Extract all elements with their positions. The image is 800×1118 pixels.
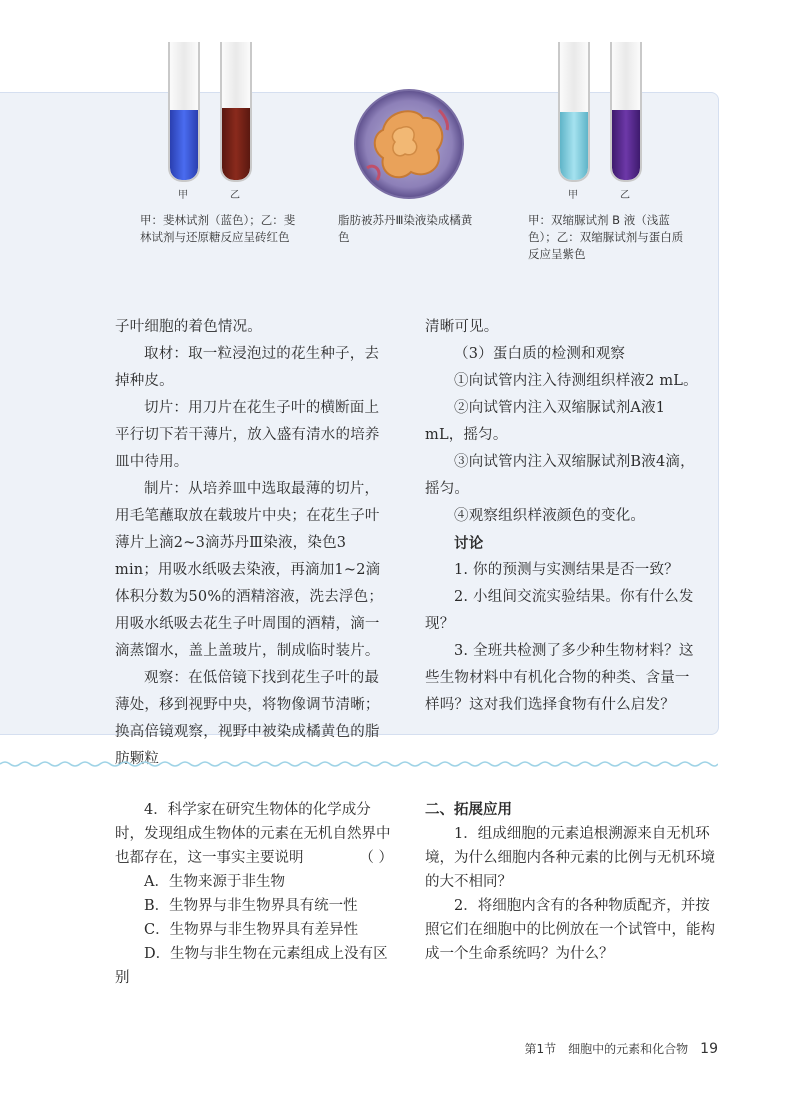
test-tube-a-right [558, 42, 590, 182]
exercise-4 [115, 798, 393, 990]
tube-label-jia-right: 甲 [568, 190, 578, 201]
caption-right: 甲：双缩脲试剂 B 液（浅蓝色）；乙：双缩脲试剂与蛋白质反应呈紫色 [528, 213, 684, 261]
left-para-2: 切片：用刀片在花生子叶的横断面上平行切下若干薄片，放入盛有清水的培养皿中待用。 [115, 400, 380, 470]
left-para-1: 取材：取一粒浸泡过的花生种子，去掉种皮。 [115, 346, 380, 389]
left-para-0: 子叶细胞的着色情况。 [115, 319, 262, 335]
liquid-blue [170, 110, 198, 180]
discussion-3: 3. 全班共检测了多少种生物材料？这些生物材料中有机化合物的种类、含量一样吗？这对我们选择食物有什么启发？ [425, 643, 694, 713]
page-number: 19 [700, 1041, 718, 1057]
step-4: ④观察组织样液颜色的变化。 [454, 508, 646, 524]
option-c: C．生物界与非生物界具有差异性 [144, 922, 359, 938]
left-para-4: 观察：在低倍镜下找到花生子叶的最薄处，移到视野中央，将物像调节清晰；换高倍镜观察，视野中被染成橘黄色的脂肪颗粒 [115, 670, 380, 767]
discussion-1: 1. 你的预测与实测结果是否一致？ [454, 562, 679, 578]
caption-middle: 脂肪被苏丹Ⅲ染液染成橘黄色 [338, 213, 473, 244]
wavy-divider [0, 760, 718, 768]
option-b: B．生物界与非生物界具有统一性 [144, 898, 358, 914]
discussion-2: 2. 小组间交流实验结果。你有什么发现？ [425, 589, 694, 632]
step-1: ①向试管内注入待测组织样液2 mL。 [454, 373, 698, 389]
exercise-question: 4．科学家在研究生物体的化学成分时，发现组成生物体的元素在无机自然界中也都存在，这一事实主要说明 （ ） [115, 798, 393, 870]
right-column [425, 314, 703, 719]
test-tube-b-right [610, 42, 642, 182]
extension-item-2: 2．将细胞内含有的各种物质配齐，并按照它们在细胞中的比例放在一个试管中，能构成一个生命系统吗？为什么？ [425, 898, 715, 962]
step-3: ③向试管内注入双缩脲试剂B液4滴，摇匀。 [425, 454, 695, 497]
tube-label-yi-left: 乙 [230, 190, 240, 201]
liquid-purple [612, 110, 640, 180]
test-tube-a-left [168, 42, 200, 182]
left-para-3: 制片：从培养皿中选取最薄的切片，用毛笔蘸取放在载玻片中央；在花生子叶薄片上滴2~3滴苏丹Ⅲ染液，染色3 min；用吸水纸吸去染液，再滴加1~2滴体积分数为50%的酒精溶液，洗去浮色；用吸水纸吸去花生子叶周围的酒精，滴一滴蒸馏水，盖上盖玻片，制成临时装片。 [115, 481, 384, 659]
option-d: D．生物与非生物在元素组成上没有区别 [115, 946, 388, 986]
test-tube-b-left [220, 42, 252, 182]
liquid-light-blue [560, 112, 588, 180]
tube-label-yi-right: 乙 [620, 190, 630, 201]
footer-section-title: 第1节 细胞中的元素和化合物 [524, 1042, 689, 1056]
answer-blank: （ ） [359, 850, 393, 866]
option-a: A．生物来源于非生物 [144, 874, 285, 890]
microscope-image [353, 88, 465, 200]
extension-title: 二、拓展应用 [425, 801, 512, 818]
left-column [115, 314, 393, 773]
step-2: ②向试管内注入双缩脲试剂A液1 mL，摇匀。 [425, 400, 666, 443]
protein-section-title: （3）蛋白质的检测和观察 [454, 346, 626, 362]
discussion-title: 讨论 [454, 535, 484, 552]
page-footer [525, 1040, 718, 1057]
tube-label-jia-left: 甲 [178, 190, 188, 201]
extension-item-1: 1．组成细胞的元素追根溯源来自无机环境，为什么细胞内各种元素的比例与无机环境的大不相同？ [425, 826, 715, 890]
extension-section [425, 798, 715, 966]
right-continuation: 清晰可见。 [425, 319, 499, 335]
caption-left: 甲：斐林试剂（蓝色）；乙：斐林试剂与还原糖反应呈砖红色 [140, 213, 296, 244]
liquid-brick-red [222, 108, 250, 180]
